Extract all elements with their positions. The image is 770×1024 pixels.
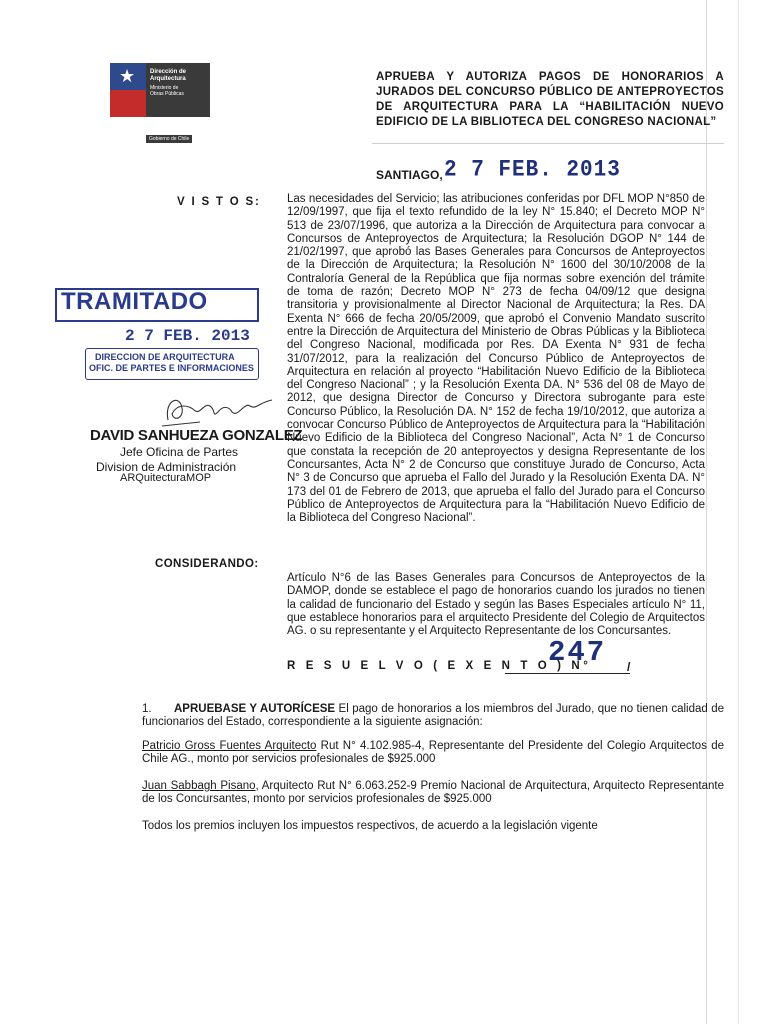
item1-heading: APRUEBASE Y AUTORÍCESE (174, 703, 336, 715)
star-icon: ★ (119, 66, 136, 86)
institution-logo (110, 63, 210, 143)
title-rule (372, 143, 724, 144)
handwritten-signature (160, 388, 280, 428)
stamp-title: TRAMITADO (61, 288, 208, 315)
signatory-role: Jefe Oficina de Partes (120, 445, 239, 459)
page-fold-line (738, 0, 739, 1024)
exento-number: 247 (548, 636, 607, 669)
vistos-label: V I S T O S: (177, 196, 261, 208)
considerando-paragraph: Artículo N°6 de las Bases Generales para Concursos de Anteproyectos de la DAMOP, donde se establece el pago de honorarios cuando los jurados no tienen la calidad de funcionario del Estado y según las Bases Especiales artículo N° 11, que establece honorarios para el arquitecto Presidente del Colegio de Arquitectos AG. o su representante y el Arquitecto Representante de los Concursantes. (287, 572, 705, 638)
resuelvo-label: R E S U E L V O ( E X E N T O ) N° (287, 660, 592, 672)
stamp-date: 2 7 FEB. 2013 (125, 327, 250, 345)
logo-institution-line1: Dirección de (150, 69, 187, 75)
item1-text: El pago de honorarios a los miembros del Jurado, que no tienen calidad de funcionarios del Estado, correspondiente a la siguiente asignación: (142, 703, 724, 729)
juror-2-text: , Arquitecto Rut N° 6.063.252-9 Premio Nacional de Arquitectura, Arquitecto Representante de los Concursantes, monto por servicios profesionales de $925.000 (142, 780, 724, 806)
logo-institution-line2: Arquitectura (150, 76, 186, 82)
resuelvo-underline (505, 673, 630, 674)
closing-paragraph: Todos los premios incluyen los impuestos respectivos, de acuerdo a la legislación vigente (142, 820, 598, 832)
resuelvo-slash: / (627, 660, 631, 674)
date-stamp: 2 7 FEB. 2013 (444, 157, 621, 184)
considerando-label: CONSIDERANDO: (155, 558, 259, 570)
juror-1-paragraph (142, 740, 724, 767)
signatory-unit: ARQuitecturaMOP (120, 472, 212, 484)
stamp-office-line2: OFIC. DE PARTES E INFORMACIONES (89, 363, 254, 373)
tramitado-stamp (55, 288, 259, 394)
signatory-division: Division de Administración (96, 460, 237, 474)
logo-ministry-line2: Obras Públicas (150, 91, 184, 97)
signatory-name: DAVID SANHUEZA GONZALEZ (90, 427, 303, 444)
santiago-label: SANTIAGO, (376, 168, 443, 182)
juror-1-name: Patricio Gross Fuentes Arquitecto (142, 740, 317, 752)
document-title: APRUEBA Y AUTORIZA PAGOS DE HONORARIOS A JURADOS DEL CONCURSO PÚBLICO DE ANTEPROYECTOS DE ARQUITECTURA PARA LA “HABILITACIÓN NUEVO EDIFICIO DE LA BIBLIOTECA DEL CONGRESO NACIONAL” (376, 71, 724, 128)
logo-ministry-line1: Ministerio de (150, 85, 179, 91)
vistos-paragraph: Las necesidades del Servicio; las atribuciones conferidas por DFL MOP N°850 de 12/09/1997, que fija el texto refundido de la ley N° 15.840; el Decreto MOP N° 513 de 23/07/1996, que autoriza a la Dirección de Arquitectura para convocar a Concursos de Anteproyectos de Arquitectura; la Resolución DGOP N° 144 de 21/02/1997, que aprobó las Bases Generales para Concursos de Anteproyectos de la Dirección de Arquitectura; la Resolución N° 1600 del 30/10/2008 de la Contraloría General de la República que fija normas sobre exención del trámite de toma de razón; Decreto MOP N° 273 de fecha 04/09/12 que designa transitoria y provisionalmente al Director Nacional de Arquitectura; la Res. DA Exenta N° 666 de fecha 20/05/2009, que aprobó el Convenio Mandato suscrito entre la Dirección de Arquitectura del Ministerio de Obras Públicas y la Biblioteca del Congreso Nacional, modificada por Res. DA Exenta N° 931 de fecha 31/07/2012, para la realización del Concurso Público de Anteproyectos de Arquitectura en relación al proyecto “Habilitación Nuevo Edificio de la Biblioteca del Congreso Nacional” ; y la Resolución Exenta DA. N° 536 del 08 de Mayo de 2012, que designa Director de Concurso y Directora subrogante para este Concurso Público, la Resolución DA. N° 152 de fecha 19/10/2012, que autoriza a convocar Concurso Público de Anteproyectos de Arquitectura para la “Habilitación Nuevo Edificio de la Biblioteca del Congreso Nacional”, Acta N° 1 de Concurso que constata la recepción de 20 anteproyectos y designa Representante de los Concursantes, Acta N° 2 de Concurso que constituye Jurado de Concurso, Acta N° 3 de Concurso que aprueba el Fallo del Jurado y la Resolución Exenta DA. N° 173 del 01 de Febrero de 2013, que aprueba el fallo del Jurado para el Concurso Público de Anteproyectos de Arquitectura para la “Habilitación Nuevo Edificio de la Biblioteca del Congreso Nacional”. (287, 193, 705, 525)
chile-flag-icon (110, 63, 146, 117)
stamp-office-line1: DIRECCION DE ARQUITECTURA (95, 352, 235, 362)
item1-number: 1. (142, 703, 152, 715)
page-fold-line (706, 0, 707, 1024)
logo-government: Gobierno de Chile (146, 135, 192, 143)
juror-2-name: Juan Sabbagh Pisano (142, 780, 256, 792)
juror-1-text: Rut N° 4.102.985-4, Representante del Presidente del Colegio Arquitectos de Chile AG., monto por servicios profesionales de $925.000 (142, 740, 724, 766)
juror-2-paragraph (142, 780, 724, 807)
